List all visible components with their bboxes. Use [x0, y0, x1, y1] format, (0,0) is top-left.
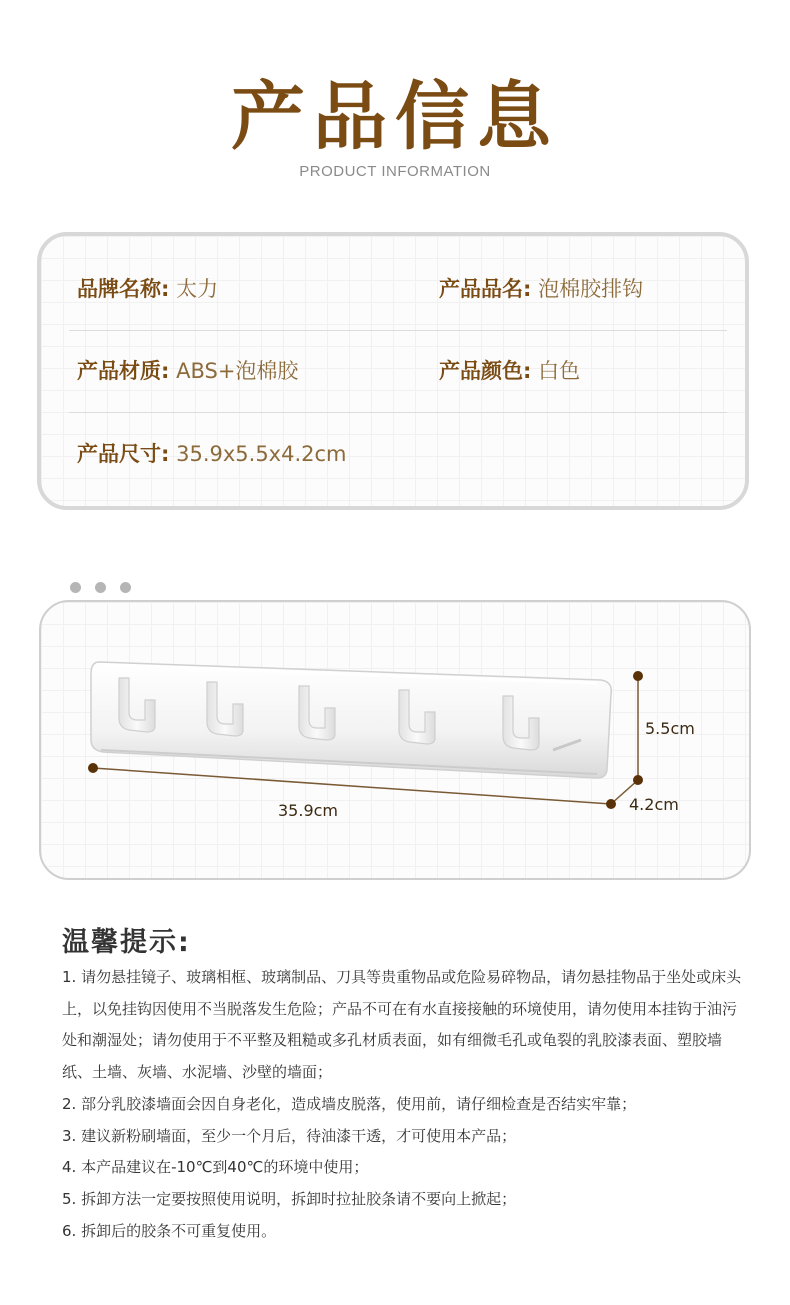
- dimension-dot-icon: [633, 671, 643, 681]
- depth-label: 4.2cm: [629, 795, 679, 814]
- material-field: [77, 351, 298, 391]
- dot-indicator-icon: [95, 582, 106, 593]
- tip-item: 5. 拆卸方法一定要按照使用说明，拆卸时拉扯胶条请不要向上掀起；: [62, 1189, 517, 1208]
- tip-item: 2. 部分乳胶漆墙面会因自身老化，造成墙皮脱落，使用前，请仔细检查是否结实牢靠；: [62, 1094, 637, 1113]
- dimension-dot-icon: [633, 775, 643, 785]
- tips-list: [62, 962, 742, 1247]
- tip-item: 1. 请勿悬挂镜子、玻璃相框、玻璃制品、刀具等贵重物品或危险易碎物品，请勿悬挂物品于坐处或床头上，以免挂钩因使用不当脱落发生危险；产品不可在有水直接接触的环境使用，请勿使用本挂钩于油污处和潮湿处；请勿使用于不平整及粗糙或多孔材质表面，如有细微毛孔或龟裂的乳胶漆表面、塑胶墙纸、土墙、灰墙、水泥墙、沙壁的墙面；: [62, 968, 742, 1082]
- dimension-dot-icon: [88, 763, 98, 773]
- material-value: ABS+泡棉胶: [176, 359, 299, 383]
- product-hook-rail-image: [91, 662, 611, 778]
- info-row-2: [77, 351, 727, 391]
- color-field: [439, 351, 580, 391]
- height-label: 5.5cm: [645, 719, 695, 738]
- name-value: 泡棉胶排钩: [538, 277, 644, 301]
- page-subtitle: PRODUCT INFORMATION: [299, 163, 491, 180]
- product-card: [39, 600, 751, 880]
- info-card: [37, 232, 749, 510]
- info-row-1: [77, 269, 727, 309]
- size-value: 35.9x5.5x4.2cm: [176, 442, 347, 466]
- dot-indicator-icon: [120, 582, 131, 593]
- color-value: 白色: [538, 359, 581, 383]
- product-illustration: [41, 602, 749, 878]
- brand-value: 太力: [176, 277, 219, 301]
- tip-item: 6. 拆卸后的胶条不可重复使用。: [62, 1221, 277, 1240]
- color-label: 产品颜色:: [439, 359, 532, 383]
- brand-label: 品牌名称:: [77, 277, 170, 301]
- material-label: 产品材质:: [77, 359, 170, 383]
- info-row-3: [77, 434, 727, 474]
- size-label: 产品尺寸:: [77, 442, 170, 466]
- name-field: [439, 269, 643, 309]
- length-label: 35.9cm: [278, 801, 339, 820]
- divider-1: [69, 330, 727, 331]
- divider-2: [69, 412, 727, 413]
- name-label: 产品品名:: [439, 277, 532, 301]
- dimension-dot-icon: [606, 799, 616, 809]
- tips-title: 温馨提示:: [62, 927, 191, 958]
- tip-item: 4. 本产品建议在-10℃到40℃的环境中使用；: [62, 1158, 369, 1177]
- page-title: 产品信息: [231, 74, 559, 160]
- dot-indicators: [70, 578, 140, 597]
- tip-item: 3. 建议新粉刷墙面，至少一个月后，待油漆干透，才可使用本产品；: [62, 1126, 517, 1145]
- dot-indicator-icon: [70, 582, 81, 593]
- brand-field: [77, 269, 218, 309]
- size-field: [77, 434, 347, 474]
